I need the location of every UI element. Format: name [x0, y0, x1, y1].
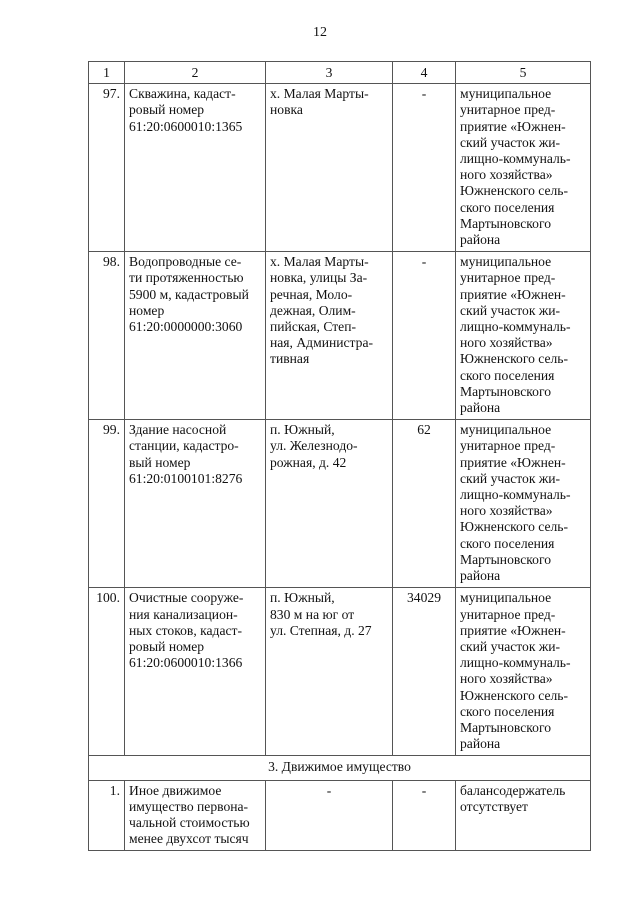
balance-holder: муниципальное унитарное пред- приятие «Южнен- ский участок жи- лищно-коммуналь- ного хозяйства» Южненского сель- ского поселения Мартыновского района: [456, 252, 591, 420]
object-value: 62: [393, 420, 456, 588]
column-header: 1: [89, 62, 125, 84]
row-number: 98.: [89, 252, 125, 420]
balance-holder: муниципальное унитарное пред- приятие «Южнен- ский участок жи- лищно-коммуналь- ного хозяйства» Южненского сель- ского поселения Мартыновского района: [456, 420, 591, 588]
object-value: 34029: [393, 588, 456, 756]
object-address: х. Малая Марты- новка, улицы За- речная, Моло- дежная, Олим- пийская, Степ- ная, Администра- тивная: [266, 252, 393, 420]
row-number: 99.: [89, 420, 125, 588]
object-name: Скважина, кадаст- ровый номер 61:20:0600010:1365: [125, 84, 266, 252]
object-address: -: [266, 780, 393, 851]
column-header: 5: [456, 62, 591, 84]
section-title: 3. Движимое имущество: [89, 756, 591, 780]
row-number: 97.: [89, 84, 125, 252]
table-row: [89, 84, 591, 252]
object-value: -: [393, 780, 456, 851]
object-address: п. Южный, 830 м на юг от ул. Степная, д. 27: [266, 588, 393, 756]
page-number: 12: [313, 25, 327, 40]
section-heading-row: [89, 756, 591, 780]
table-row: [89, 252, 591, 420]
property-registry-table: [88, 61, 591, 851]
object-name: Здание насосной станции, кадастро- вый номер 61:20:0100101:8276: [125, 420, 266, 588]
balance-holder: балансодержатель отсутствует: [456, 780, 591, 851]
object-address: х. Малая Марты- новка: [266, 84, 393, 252]
object-address: п. Южный, ул. Железнодо- рожная, д. 42: [266, 420, 393, 588]
table-row: [89, 780, 591, 851]
balance-holder: муниципальное унитарное пред- приятие «Южнен- ский участок жи- лищно-коммуналь- ного хозяйства» Южненского сель- ского поселения Мартыновского района: [456, 588, 591, 756]
row-number: 1.: [89, 780, 125, 851]
balance-holder: муниципальное унитарное пред- приятие «Южнен- ский участок жи- лищно-коммуналь- ного хозяйства» Южненского сель- ского поселения Мартыновского района: [456, 84, 591, 252]
column-header: 3: [266, 62, 393, 84]
column-header: 2: [125, 62, 266, 84]
table-header-row: [89, 62, 591, 84]
object-name: Очистные сооруже- ния канализацион- ных стоков, кадаст- ровый номер 61:20:0600010:1366: [125, 588, 266, 756]
object-value: -: [393, 84, 456, 252]
object-name: Водопроводные се- ти протяженностью 5900 м, кадастровый номер 61:20:0000000:3060: [125, 252, 266, 420]
column-header: 4: [393, 62, 456, 84]
table-row: [89, 588, 591, 756]
table-row: [89, 420, 591, 588]
object-value: -: [393, 252, 456, 420]
row-number: 100.: [89, 588, 125, 756]
object-name: Иное движимое имущество первона- чальной стоимостью менее двухсот тысяч: [125, 780, 266, 851]
